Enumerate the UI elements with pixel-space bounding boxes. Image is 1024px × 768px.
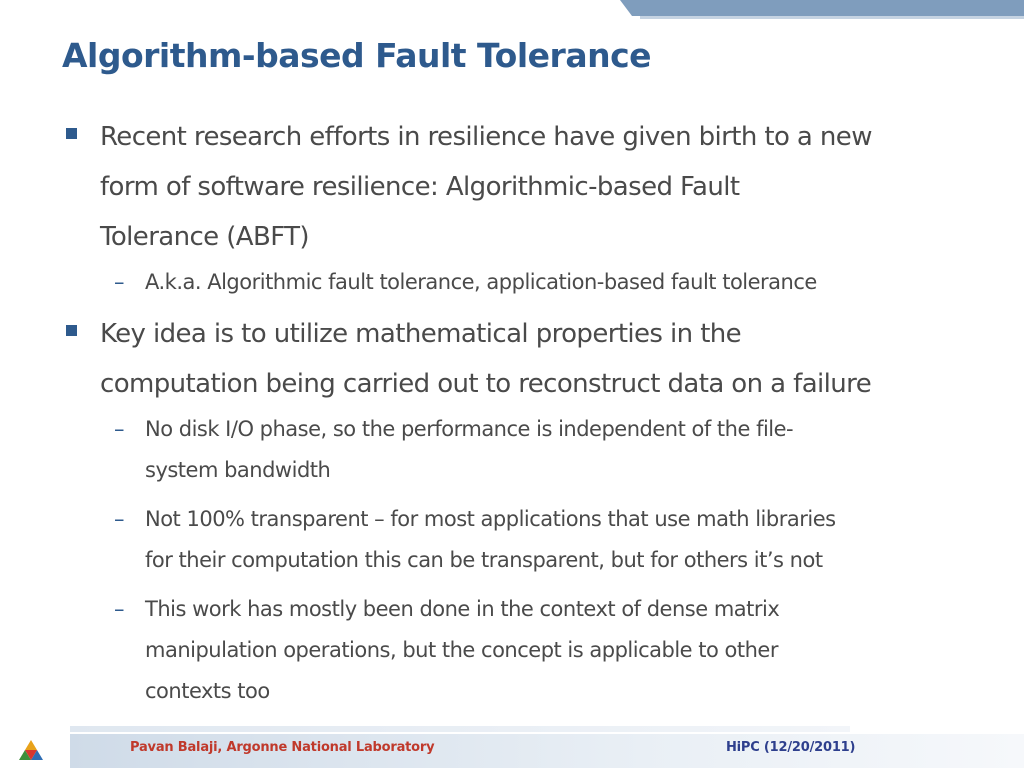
bullet-line: computation being carried out to reconstruct data on a failure [100, 369, 872, 399]
square-bullet-icon [66, 128, 77, 139]
dash-bullet-icon: – [114, 597, 124, 621]
bullet-line: form of software resilience: Algorithmic-based Fault [100, 172, 740, 202]
dash-bullet-icon: – [114, 507, 124, 531]
bullet-item [62, 309, 982, 409]
slide-body [62, 112, 982, 712]
square-bullet-icon [66, 325, 77, 336]
sub-bullet-line: for their computation this can be transparent, but for others it’s not [145, 548, 823, 572]
sub-bullet-line: manipulation operations, but the concept is applicable to other [145, 638, 778, 662]
sub-bullet-line: system bandwidth [145, 458, 331, 482]
bullet-line: Key idea is to utilize mathematical properties in the [100, 319, 742, 349]
bullet-line: Recent research efforts in resilience have given birth to a new [100, 122, 872, 152]
footer-accent-line [70, 726, 850, 732]
argonne-triangle-logo-icon [18, 738, 44, 762]
footer-venue: HiPC (12/20/2011) [726, 740, 856, 755]
sub-bullet-item [62, 589, 982, 712]
sub-bullet-item [62, 409, 982, 491]
dash-bullet-icon: – [114, 417, 124, 441]
sub-bullet-line: Not 100% transparent – for most applications that use math libraries [145, 507, 836, 531]
sub-bullet-line: A.k.a. Algorithmic fault tolerance, application-based fault tolerance [145, 270, 817, 294]
bullet-line: Tolerance (ABFT) [100, 222, 309, 252]
sub-bullet-line: This work has mostly been done in the context of dense matrix [145, 597, 780, 621]
sub-bullet-item [62, 262, 982, 303]
sub-bullet-line: contexts too [145, 679, 270, 703]
header-accent-line [640, 16, 1024, 19]
slide-title: Algorithm-based Fault Tolerance [62, 36, 652, 75]
footer-author: Pavan Balaji, Argonne National Laboratory [130, 740, 435, 755]
sub-bullet-item [62, 499, 982, 581]
dash-bullet-icon: – [114, 270, 124, 294]
bullet-item [62, 112, 982, 262]
header-accent-band [620, 0, 1024, 16]
sub-bullet-line: No disk I/O phase, so the performance is independent of the file- [145, 417, 794, 441]
